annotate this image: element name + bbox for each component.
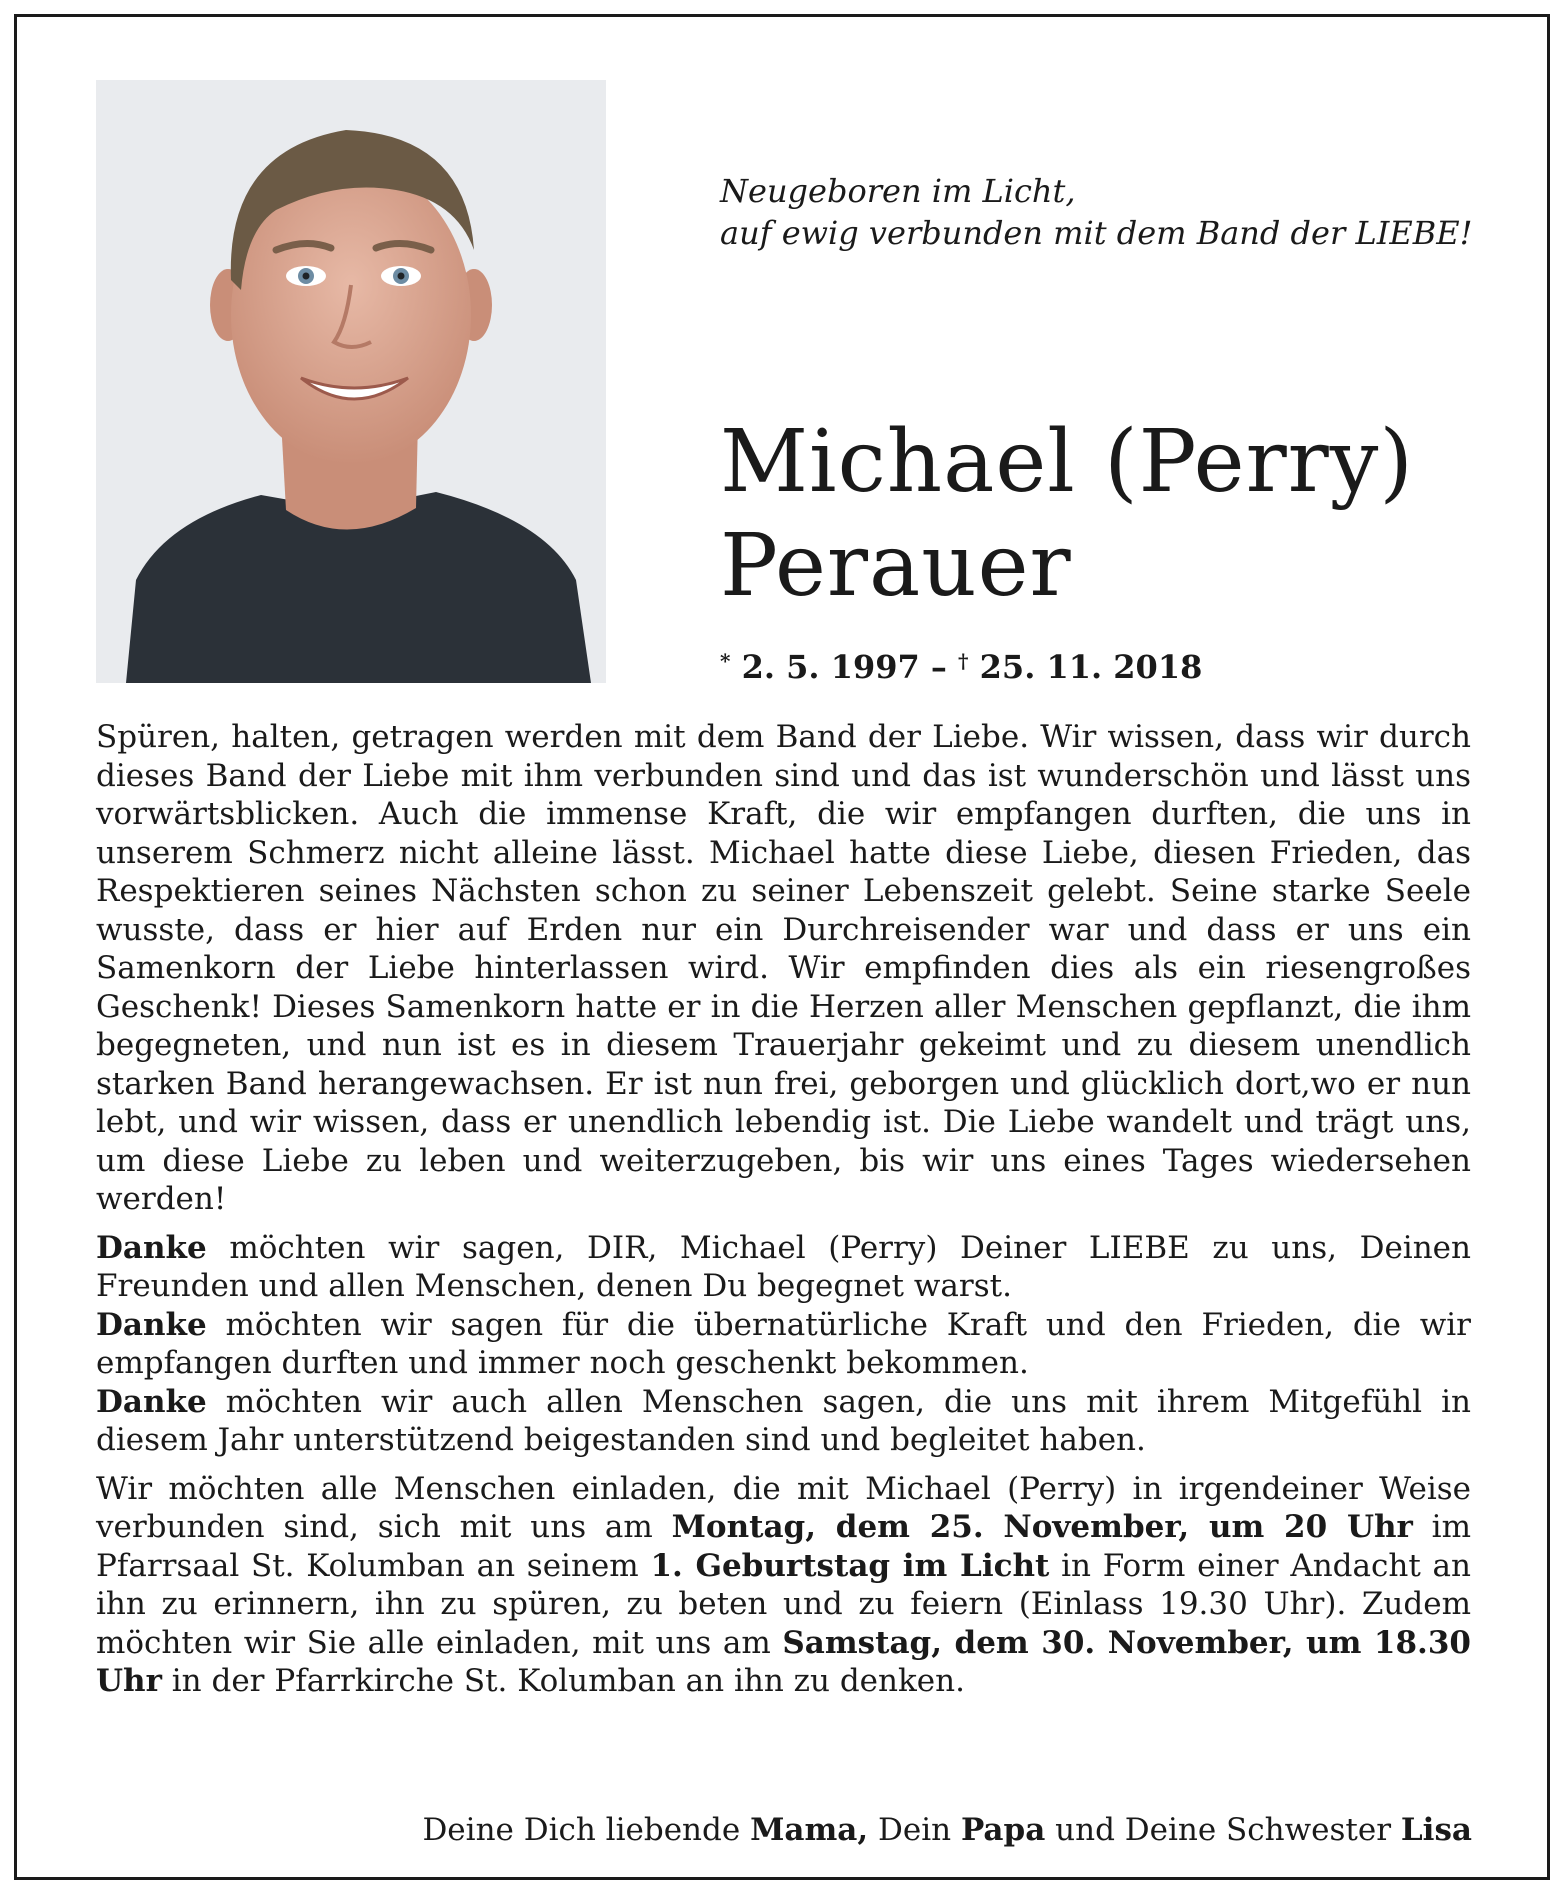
motto [720,170,1480,254]
thanks-bold-1: Danke [96,1229,207,1266]
death-date: 25. 11. 2018 [979,648,1203,686]
death-symbol: † [958,649,969,673]
signature [422,1812,1472,1848]
thanks-paragraph-3 [96,1383,1471,1460]
portrait-photo [96,80,606,683]
invitation-text-4: in der Pfarrkirche St. Kolumban an ihn zu denken. [161,1663,965,1699]
body-text [96,718,1471,1701]
main-paragraph: Spüren, halten, getragen werden mit dem Band der Liebe. Wir wissen, dass wir durch dieses Band der Liebe mit ihm verbunden sind und das ist wunderschön und lässt uns vorwärtsblicken. Auch die immense Kraft, die wir empfangen durften, die uns in unserem Schmerz nicht alleine lässt. Michael hatte diese Liebe, diesen Frieden, das Respektieren seines Nächsten schon zu seiner Lebenszeit gelebt. Seine starke Seele wusste, dass er hier auf Erden nur ein Durchreisender war und dass er uns ein Samenkorn der Liebe hinterlassen wird. Wir empfinden dies als ein riesengroßes Geschenk! Dieses Samenkorn hatte er in die Herzen aller Menschen gepflanzt, die ihm begegneten, und nun ist es in diesem Trauerjahr gekeimt und zu diesem unendlich starken Band herangewachsen. Er ist nun frei, geborgen und glücklich dort,wo er nun lebt, und wir wissen, dass er unendlich lebendig ist. Die Liebe wandelt und trägt uns, um diese Liebe zu leben und weiterzugeben, bis wir uns eines Tages wiedersehen werden! [96,719,1471,1217]
invitation-text-2: im Pfarrsaal St. Kolumban an seinem [96,1509,1471,1584]
signature-text-2: Dein [868,1812,961,1848]
invitation-date-1: Montag, dem 25. November, um 20 Uhr [671,1509,1413,1545]
signature-text-3: und Deine Schwester [1045,1812,1401,1848]
thanks-paragraph-2 [96,1306,1471,1383]
invitation-date-2: Samstag, dem 30. November, um 18.30 Uhr [96,1624,1471,1699]
thanks-bold-2: Danke [96,1306,207,1343]
birth-date: 2. 5. 1997 [741,648,920,686]
signature-mama: Mama, [750,1812,869,1848]
motto-line-1: Neugeboren im Licht, [720,172,1076,210]
thanks-text-3: möchten wir auch allen Menschen sagen, die uns mit ihrem Mitgefühl in diesem Jahr unterstützend beigestanden sind und begleitet haben. [96,1383,1471,1458]
signature-papa: Papa [960,1812,1046,1848]
invitation-occasion: 1. Geburtstag im Licht [650,1547,1050,1584]
signature-lisa: Lisa [1400,1812,1472,1848]
date-separator: – [930,648,947,686]
name-line-1: Michael (Perry) [720,412,1414,512]
invitation-paragraph [96,1470,1471,1701]
thanks-text-2: möchten wir sagen für die übernatürliche Kraft und den Frieden, die wir empfangen durften und immer noch geschenkt bekommen. [96,1306,1471,1381]
motto-line-2: auf ewig verbunden mit dem Band der LIEBE! [720,214,1473,252]
name-line-2: Perauer [720,516,1072,616]
thanks-bold-3: Danke [96,1383,207,1420]
invitation-text-1: Wir möchten alle Menschen einladen, die mit Michael (Perry) in irgendeiner Weise verbunden sind, sich mit uns am [96,1470,1471,1545]
birth-symbol: * [720,649,731,673]
thanks-text-1: möchten wir sagen, DIR, Michael (Perry) Deiner LIEBE zu uns, Deinen Freunden und allen Menschen, denen Du begegnet warst. [96,1229,1471,1304]
invitation-text-3: in Form einer Andacht an ihn zu erinnern, ihn zu spüren, zu beten und zu feiern (Einlass 19.30 Uhr). Zudem möchten wir Sie alle einladen, mit uns am [96,1547,1471,1661]
life-dates [720,648,1202,686]
thanks-paragraph-1 [96,1229,1471,1306]
deceased-name [720,410,1520,618]
signature-text-1: Deine Dich liebende [422,1812,751,1848]
